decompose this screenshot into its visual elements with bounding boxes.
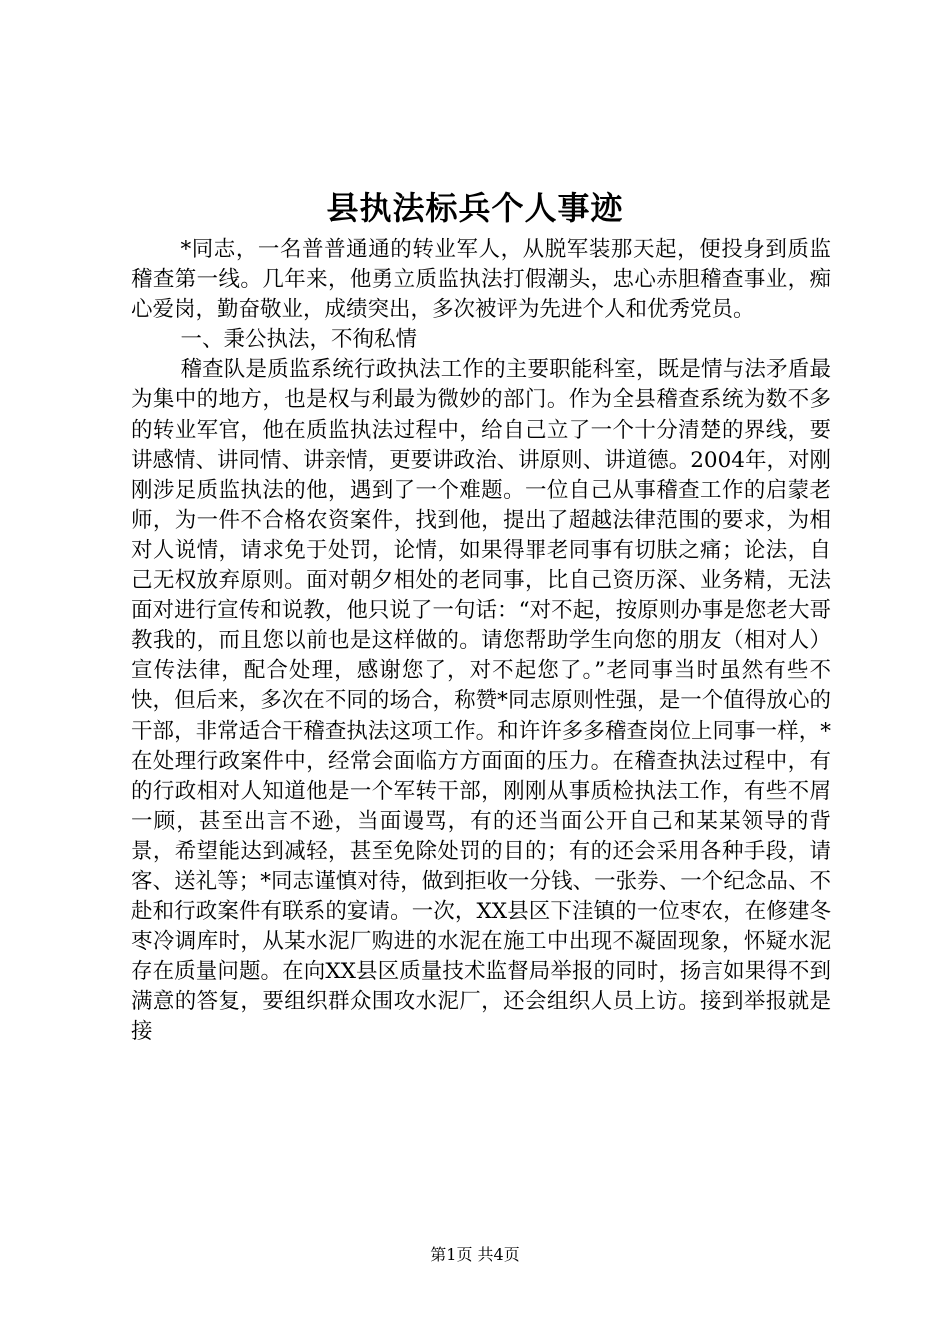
paragraph-intro: *同志，一名普普通通的转业军人，从脱军装那天起，便投身到质监稽查第一线。几年来，他勇立质监执法打假潮头，忠心赤胆稽查事业，痴心爱岗，勤奋敬业，成绩突出，多次被评为先进个人和优秀党员。 — [131, 237, 831, 323]
document-title: 县执法标兵个人事迹 — [326, 189, 624, 227]
paragraph-body: 稽查队是质监系统行政执法工作的主要职能科室，既是情与法矛盾最为集中的地方，也是权与利最为微妙的部门。作为全县稽查系统为数不多的转业军官，他在质监执法过程中，给自己立了一个十分清楚的界线，要讲感情、讲同情、讲亲情，更要讲政治、讲原则、讲道德。2004年，对刚刚涉足质监执法的他，遇到了一个难题。一位自己从事稽查工作的启蒙老师，为一件不合格农资案件，找到他，提出了超越法律范围的要求，为相对人说情，请求免于处罚，论情，如果得罪老同事有切肤之痛；论法，自己无权放弃原则。面对朝夕相处的老同事，比自己资历深、业务精，无法面对进行宣传和说教，他只说了一句话：“对不起，按原则办事是您老大哥教我的，而且您以前也是这样做的。请您帮助学生向您的朋友（相对人）宣传法律，配合处理，感谢您了，对不起您了。”老同事当时虽然有些不快，但后来，多次在不同的场合，称赞*同志原则性强，是一个值得放心的干部，非常适合干稽查执法这项工作。和许许多多稽查岗位上同事一样，*在处理行政案件中，经常会面临方方面面的压力。在稽查执法过程中，有的行政相对人知道他是一个军转干部，刚刚从事质检执法工作，有些不屑一顾，甚至出言不逊，当面谩骂，有的还当面公开自己和某某领导的背景，希望能达到减轻，甚至免除处罚的目的；有的还会采用各种手段，请客、送礼等；*同志谨慎对待，做到拒收一分钱、一张券、一个纪念品、不赴和行政案件有联系的宴请。一次，XX县区下洼镇的一位枣农，在修建冬枣冷调库时，从某水泥厂购进的水泥在施工中出现不凝固现象，怀疑水泥存在质量问题。在向XX县区质量技术监督局举报的同时，扬言如果得不到满意的答复，要组织群众围攻水泥厂，还会组织人员上访。接到举报就是接 — [131, 357, 831, 1045]
page-number-footer: 第1页 共4页 — [430, 1245, 520, 1264]
document-body — [131, 235, 831, 1048]
section-heading: 一、秉公执法，不徇私情 — [180, 327, 417, 353]
